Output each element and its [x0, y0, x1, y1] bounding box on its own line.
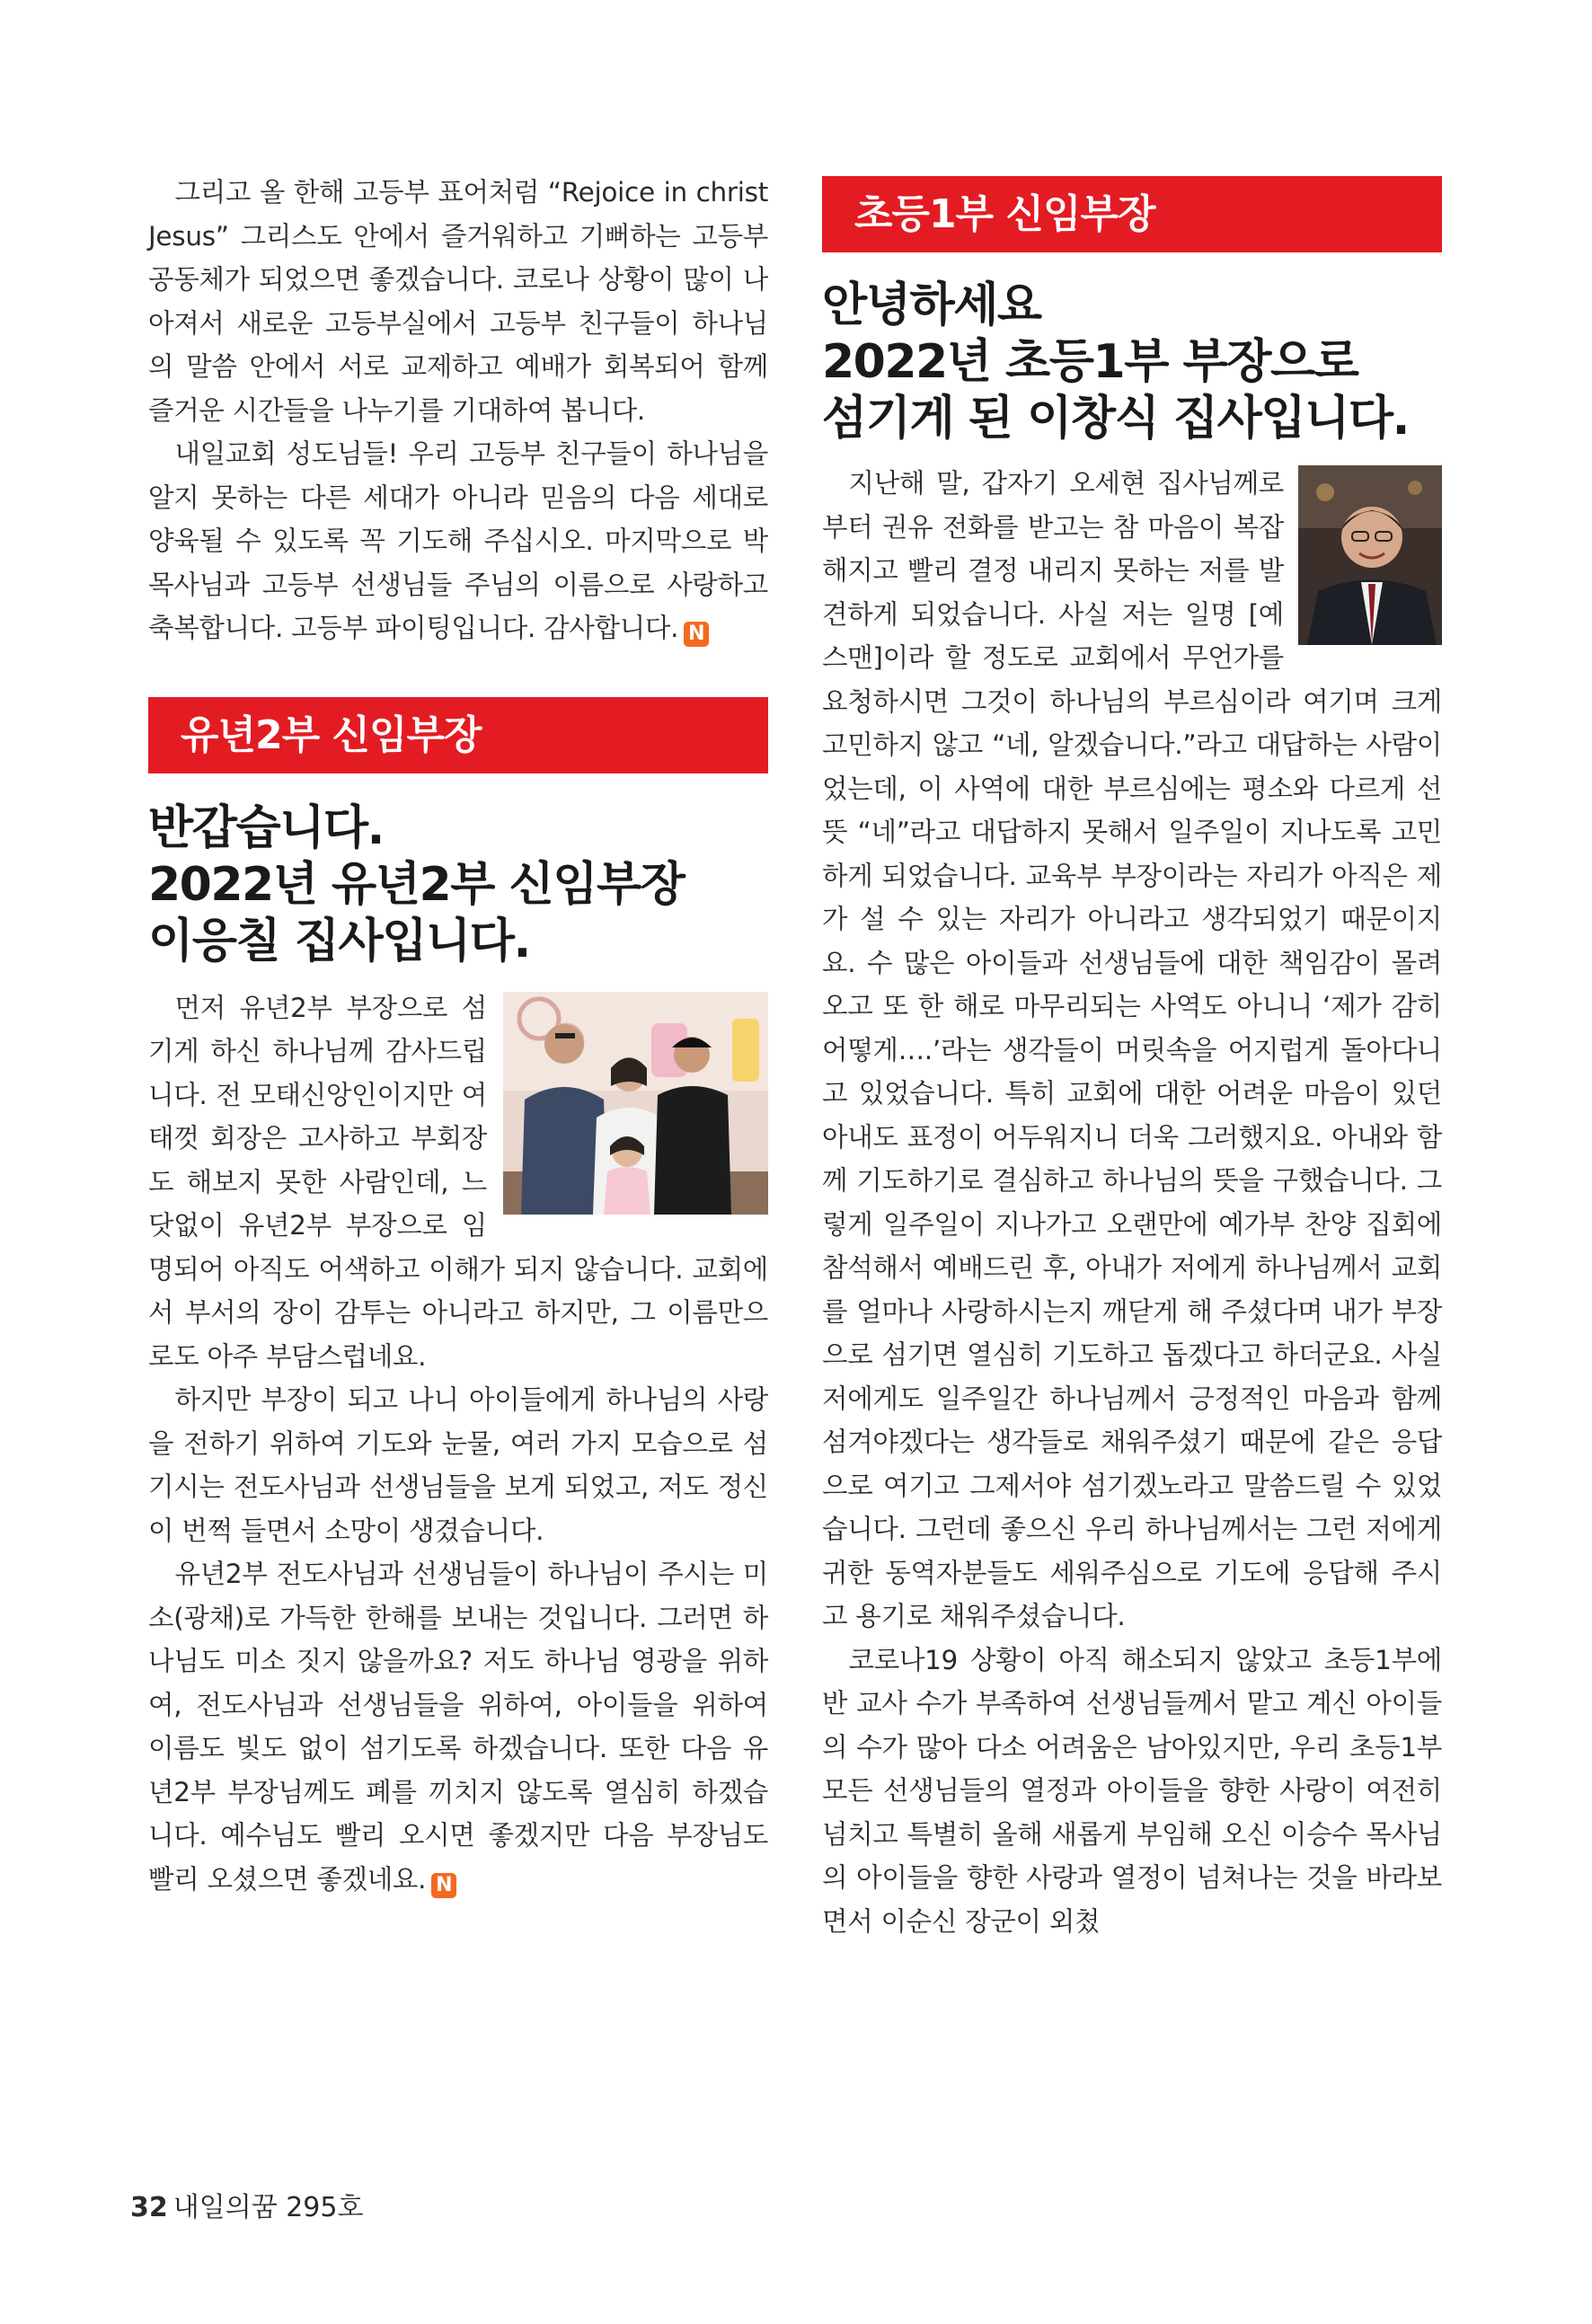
- page-number: 32: [130, 2192, 168, 2223]
- portrait-photo-image: [1298, 465, 1442, 645]
- section-banner: 초등1부 신임부장: [822, 176, 1442, 252]
- section-headline: [822, 278, 1442, 447]
- section-headline: [148, 800, 768, 970]
- portrait-photo: [1298, 465, 1442, 645]
- body-paragraph: 지난해 말, 갑자기 오세현 집사님께로부터 권유 전화를 받고는 참 마음이 복잡해지고 빨리 결정 내리지 못하는 저를 발견하게 되었습니다. 사실 저는 일명 [예스맨]이라 할 정도로 교회에서 무언가를 요청하시면 그것이 하나님의 부르심이라 여기며 크게 고민하지 않고 “네, 알겠습니다.”라고 대답하는 사람이었는데, 이 사역에 대한 부르심에는 평소와 다르게 선뜻 “네”라고 대답하지 못해서 일주일이 지나도록 고민하게 되었습니다. 교육부 부장이라는 자리가 아직은 제가 설 수 있는 자리가 아니라고 생각되었기 때문이지요. 수 많은 아이들과 선생님들에 대한 책임감이 몰려오고 또 한 해로 마무리되는 사역도 아니니 ‘제가 감히 어떻게….’라는 생각들이 머릿속을 어지럽게 돌아다니고 있었습니다. 특히 교회에 대한 어려운 마음이 있던 아내도 표정이 어두워지니 더욱 그러했지요. 아내와 함께 기도하기로 결심하고 하나님의 뜻을 구했습니다. 그렇게 일주일이 지나가고 오랜만에 예가부 찬양 집회에 참석해서 예배드린 후, 아내가 저에게 하나님께서 교회를 얼마나 사랑하시는지 깨닫게 해 주셨다며 내가 부장으로 섬기면 열심히 기도하고 돕겠다고 하더군요. 사실 저에게도 일주일간 하나님께서 긍정적인 마음과 함께 섬겨야겠다는 생각들로 채워주셨기 때문에 같은 응답으로 여기고 그제서야 섬기겠노라고 말씀드릴 수 있었습니다. 그런데 좋으신 우리 하나님께서는 그런 저에게 귀한 동역자분들도 세워주심으로 기도에 응답해 주시고 용기로 채워주셨습니다.: [822, 468, 1442, 1631]
- body-paragraph: 그리고 올 한해 고등부 표어처럼 “Rejoice in christ Jesus” 그리스도 안에서 즐거워하고 기뻐하는 고등부 공동체가 되었으면 좋겠습니다. 코로나 상황이 많이 나아져서 새로운 고등부실에서 고등부 친구들이 하나님의 말씀 안에서 서로 교제하고 예배가 회복되어 함께 즐거운 시간들을 나누기를 기대하여 봅니다.: [148, 177, 768, 426]
- left-column: [148, 171, 768, 1901]
- headline-line: 이응칠 집사입니다.: [148, 914, 530, 968]
- paragraph-text: 유년2부 전도사님과 선생님들이 하나님이 주시는 미소(광채)로 가득한 한해를 보내는 것입니다. 그러면 하나님도 미소 짓지 않을까요? 저도 하나님 영광을 위하여, 전도사님과 선생님들을 위하여, 아이들을 위하여 이름도 빛도 없이 섬기도록 하겠습니다. 또한 다음 유년2부 부장님께도 폐를 끼치지 않도록 열심히 하겠습니다. 예수님도 빨리 오시면 좋겠지만 다음 부장님도 빨리 오셨으면 좋겠네요.: [148, 1559, 768, 1895]
- body-paragraph: 하지만 부장이 되고 나니 아이들에게 하나님의 사랑을 전하기 위하여 기도와 눈물, 여러 가지 모습으로 섬기시는 전도사님과 선생님들을 보게 되었고, 저도 정신이 번쩍 들면서 소망이 생겼습니다.: [148, 1384, 768, 1546]
- headline-line: 2022년 초등1부 부장으로: [822, 335, 1358, 389]
- paragraph-text: 내일교회 성도님들! 우리 고등부 친구들이 하나님을 알지 못하는 다른 세대가 아니라 믿음의 다음 세대로 양육될 수 있도록 꼭 기도해 주십시오. 마지막으로 박 목사님과 고등부 선생님들 주님의 이름으로 사랑하고 축복합니다. 고등부 파이팅입니다. 감사합니다.: [148, 438, 768, 643]
- headline-line: 안녕하세요: [822, 278, 1041, 332]
- body-paragraph: [148, 432, 768, 650]
- body-paragraph: 먼저 유년2부 부장으로 섬기게 하신 하나님께 감사드립니다. 전 모태신앙인이지만 여태껏 회장은 고사하고 부회장도 해보지 못한 사람인데, 느닷없이 유년2부 부장으로 임명되어 아직도 어색하고 이해가 되지 않습니다. 교회에서 부서의 장이 감투는 아니라고 하지만, 그 이름만으로도 아주 부담스럽네요.: [148, 992, 768, 1372]
- family-photo: [503, 992, 768, 1215]
- n-logo-icon: N: [684, 622, 709, 647]
- headline-line: 섬기게 된 이창식 집사입니다.: [822, 392, 1409, 446]
- body-paragraph: 코로나19 상황이 아직 해소되지 않았고 초등1부에 반 교사 수가 부족하여 선생님들께서 맡고 계신 아이들의 수가 많아 다소 어려움은 남아있지만, 우리 초등1부 모든 선생님들의 열정과 아이들을 향한 사랑이 여전히 넘치고 특별히 올해 새롭게 부임해 오신 이승수 목사님의 아이들을 향한 사랑과 열정이 넘쳐나는 것을 바라보면서 이순신 장군이 외쳤: [822, 1644, 1442, 1937]
- page-footer: [130, 2185, 363, 2224]
- family-photo-image: [503, 992, 768, 1215]
- headline-line: 반갑습니다.: [148, 800, 384, 855]
- headline-line: 2022년 유년2부 신임부장: [148, 857, 685, 912]
- body-paragraph: [148, 1552, 768, 1901]
- publication-name: 내일의꿈 295호: [172, 2192, 364, 2223]
- n-logo-icon: N: [431, 1873, 456, 1898]
- section-banner: 유년2부 신임부장: [148, 697, 768, 773]
- right-column: [822, 176, 1442, 1943]
